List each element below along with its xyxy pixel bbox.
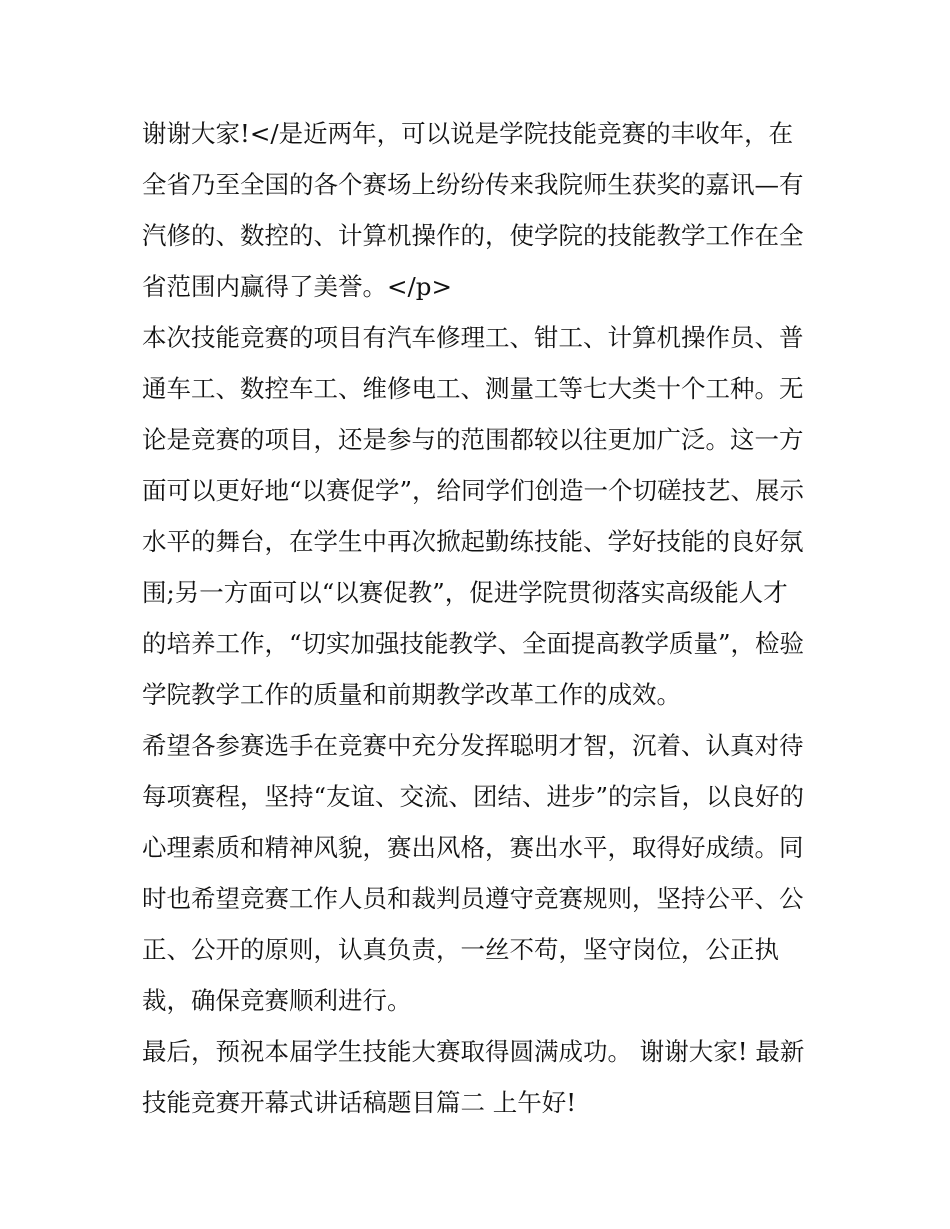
- text-line: 汽修的、数控的、计算机操作的，使学院的技能教学工作在全: [142, 221, 804, 250]
- text-line: 正、公开的原则，认真负责，一丝不苟，坚守岗位，公正执: [142, 935, 779, 964]
- text-line: 的培养工作，“切实加强技能教学、全面提高教学质量”，检验: [142, 629, 805, 658]
- text-line: 水平的舞台，在学生中再次掀起勤练技能、学好技能的良好氛: [142, 527, 804, 556]
- text-line: 全省乃至全国的各个赛场上纷纷传来我院师生获奖的嘉讯—有: [142, 170, 804, 199]
- text-line: 希望各参赛选手在竞赛中充分发挥聪明才智，沉着、认真对待: [142, 731, 804, 760]
- text-line: 谢谢大家!</是近两年，可以说是学院技能竞赛的丰收年，在: [142, 119, 794, 148]
- text-line: 时也希望竞赛工作人员和裁判员遵守竞赛规则，坚持公平、公: [142, 884, 804, 913]
- text-line: 每项赛程，坚持“友谊、交流、团结、进步”的宗旨，以良好的: [142, 782, 805, 811]
- text-line: 围;另一方面可以“以赛促教”，促进学院贯彻落实高级能人才: [142, 578, 788, 607]
- text-line: 技能竞赛开幕式讲话稿题目篇二 上午好!: [142, 1088, 577, 1117]
- speech-text: [142, 108, 814, 1128]
- text-line: 面可以更好地“以赛促学”，给同学们创造一个切磋技艺、展示: [142, 476, 805, 505]
- text-line: 论是竞赛的项目，还是参与的范围都较以往更加广泛。这一方: [142, 425, 804, 454]
- text-line: 最后，预祝本届学生技能大赛取得圆满成功。 谢谢大家! 最新: [142, 1037, 805, 1066]
- text-line: 心理素质和精神风貌，赛出风格，赛出水平，取得好成绩。同: [142, 833, 804, 862]
- text-line: 省范围内赢得了美誉。</p>: [142, 272, 452, 301]
- text-line: 学院教学工作的质量和前期教学改革工作的成效。: [142, 680, 681, 709]
- text-line: 裁，确保竞赛顺利进行。: [142, 986, 412, 1015]
- text-line: 本次技能竞赛的项目有汽车修理工、钳工、计算机操作员、普: [142, 323, 804, 352]
- text-line: 通车工、数控车工、维修电工、测量工等七大类十个工种。无: [142, 374, 804, 403]
